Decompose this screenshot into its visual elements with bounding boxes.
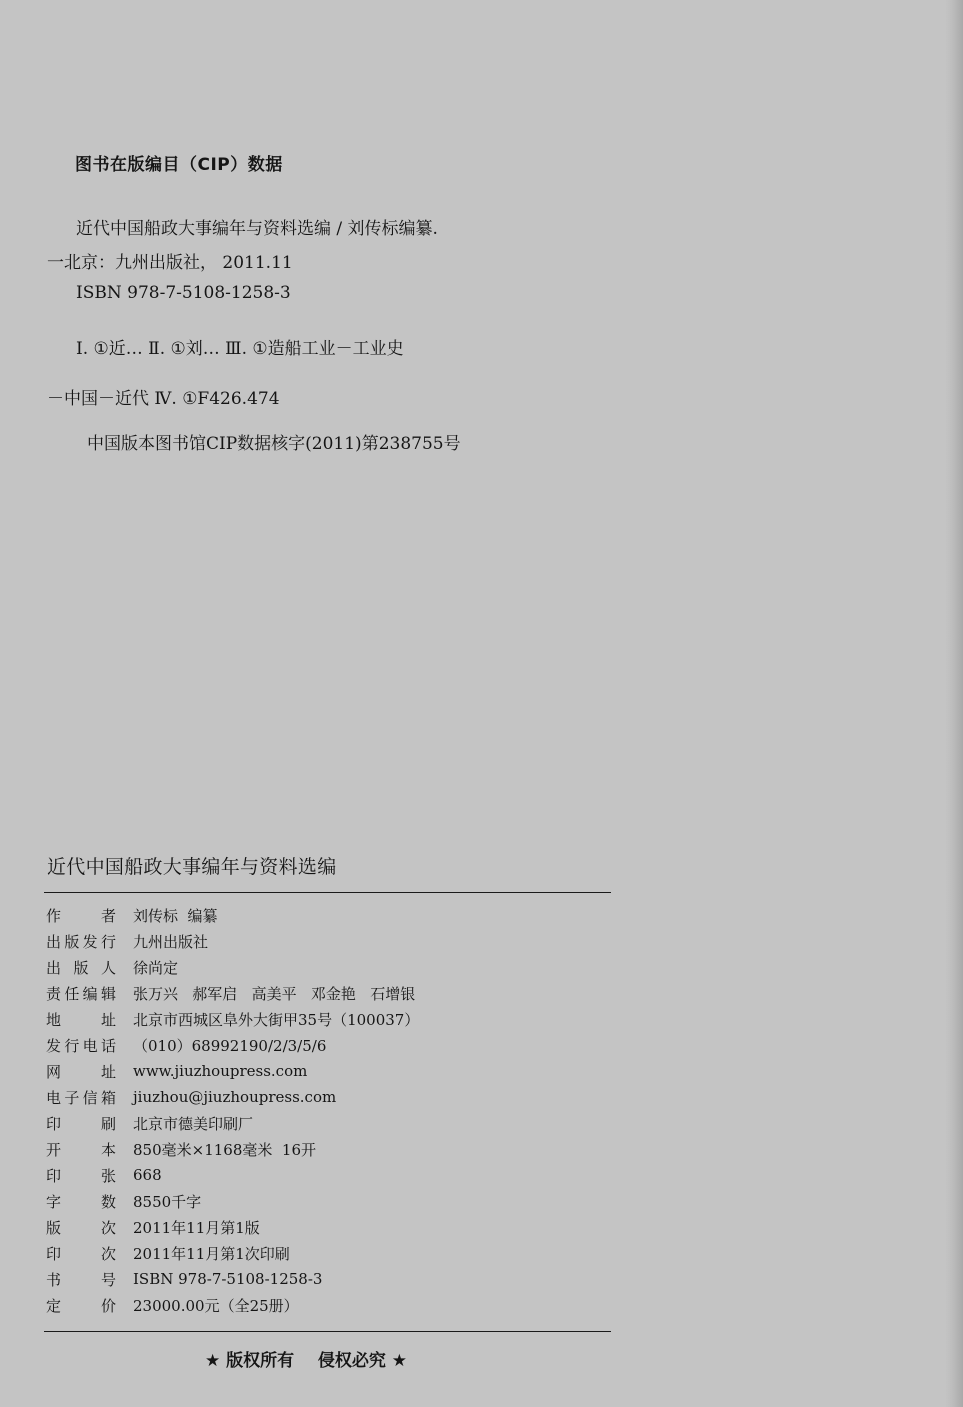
- info-row: [46, 1032, 606, 1058]
- info-label-char: 任: [64, 984, 80, 1003]
- info-value: 2011年11月第1版: [133, 1218, 260, 1237]
- info-value: 北京市德美印刷厂: [133, 1114, 254, 1133]
- info-label-char: 地: [46, 1010, 62, 1029]
- page-edge-shadow: [945, 0, 963, 1407]
- cip-line-subjects: Ⅰ. ①近… Ⅱ. ①刘… Ⅲ. ①造船工业－工业史: [76, 339, 404, 359]
- info-value: 九州出版社: [133, 932, 209, 951]
- info-label-char: 者: [100, 906, 116, 925]
- info-label-char: 印: [46, 1114, 62, 1133]
- info-label: [46, 1035, 116, 1056]
- info-label: [46, 957, 116, 978]
- info-label-char: 编: [82, 984, 98, 1003]
- info-label: [46, 1243, 116, 1264]
- info-label-char: 发: [46, 1036, 62, 1055]
- info-row: [46, 1058, 606, 1084]
- info-label-char: 出: [46, 958, 62, 977]
- info-row: [46, 1110, 606, 1136]
- info-label: [46, 1139, 116, 1160]
- info-row: [46, 1162, 606, 1188]
- info-value: 刘传标 编纂: [133, 906, 218, 925]
- cip-line-classification: －中国－近代 Ⅳ. ①F426.474: [47, 389, 280, 409]
- info-label-char: 刷: [100, 1114, 116, 1133]
- info-label-char: 子: [64, 1088, 80, 1107]
- info-row: [46, 1266, 606, 1292]
- info-row: [46, 980, 606, 1006]
- info-label: [46, 1061, 116, 1082]
- info-row: [46, 902, 606, 928]
- info-label-char: 址: [100, 1062, 116, 1081]
- info-label-char: 出: [46, 932, 62, 951]
- info-row: [46, 1292, 606, 1318]
- book-title: 近代中国船政大事编年与资料选编: [47, 856, 337, 878]
- info-value: 850毫米×1168毫米 16开: [133, 1140, 316, 1159]
- info-row: [46, 1214, 606, 1240]
- info-label-char: 电: [82, 1036, 98, 1055]
- info-label: [46, 1009, 116, 1030]
- info-label-char: 信: [82, 1088, 98, 1107]
- info-row: [46, 1136, 606, 1162]
- info-label: [46, 905, 116, 926]
- cip-line-title: 近代中国船政大事编年与资料选编 / 刘传标编纂.: [76, 219, 438, 239]
- info-label-char: 号: [100, 1270, 116, 1289]
- info-label-char: 辑: [100, 984, 116, 1003]
- info-value: 668: [133, 1166, 162, 1184]
- info-label: [46, 1217, 116, 1238]
- info-value: 张万兴 郝军启 高美平 邓金艳 石增银: [133, 984, 416, 1003]
- info-value: 北京市西城区阜外大街甲35号（100037）: [133, 1010, 420, 1029]
- info-label-char: 话: [100, 1036, 116, 1055]
- info-label-char: 址: [100, 1010, 116, 1029]
- cip-line-record-number: 中国版本图书馆CIP数据核字(2011)第238755号: [87, 434, 461, 454]
- info-label-char: 电: [46, 1088, 62, 1107]
- divider-bottom: [44, 1331, 611, 1332]
- info-label-char: 版: [73, 958, 89, 977]
- divider-top: [44, 892, 611, 893]
- info-label: [46, 1113, 116, 1134]
- info-label-char: 行: [100, 932, 116, 951]
- info-value: 8550千字: [133, 1192, 202, 1211]
- info-label-char: 本: [100, 1140, 116, 1159]
- cip-line-isbn: ISBN 978-7-5108-1258-3: [76, 283, 291, 303]
- info-label-char: 定: [46, 1296, 62, 1315]
- info-label-char: 箱: [100, 1088, 116, 1107]
- info-row: [46, 954, 606, 980]
- info-label: [46, 983, 116, 1004]
- info-label-char: 网: [46, 1062, 62, 1081]
- info-label: [46, 1165, 116, 1186]
- info-label-char: 印: [46, 1166, 62, 1185]
- info-label: [46, 1269, 116, 1290]
- info-label-char: 次: [100, 1218, 116, 1237]
- copyright-notice: ★ 版权所有 侵权必究 ★: [205, 1351, 407, 1371]
- info-value: 23000.00元（全25册）: [133, 1296, 299, 1315]
- info-label-char: 作: [46, 906, 62, 925]
- info-label: [46, 1087, 116, 1108]
- info-value: 2011年11月第1次印刷: [133, 1244, 290, 1263]
- info-label-char: 书: [46, 1270, 62, 1289]
- info-label: [46, 1295, 116, 1316]
- info-label-char: 人: [100, 958, 116, 977]
- info-row: [46, 1084, 606, 1110]
- info-row: [46, 1006, 606, 1032]
- publication-info-table: [46, 902, 606, 1318]
- info-value: ISBN 978-7-5108-1258-3: [133, 1270, 323, 1288]
- info-label-char: 字: [46, 1192, 62, 1211]
- info-label-char: 数: [100, 1192, 116, 1211]
- info-label-char: 次: [100, 1244, 116, 1263]
- info-row: [46, 928, 606, 954]
- info-label-char: 开: [46, 1140, 62, 1159]
- info-row: [46, 1188, 606, 1214]
- cip-heading: 图书在版编目（CIP）数据: [75, 155, 283, 175]
- info-value: （010）68992190/2/3/5/6: [133, 1036, 327, 1055]
- info-label-char: 印: [46, 1244, 62, 1263]
- info-label: [46, 931, 116, 952]
- cip-line-publisher: 一北京：九州出版社， 2011.11: [47, 253, 293, 273]
- info-label-char: 价: [100, 1296, 116, 1315]
- info-value: www.jiuzhoupress.com: [133, 1062, 308, 1080]
- info-label: [46, 1191, 116, 1212]
- info-row: [46, 1240, 606, 1266]
- info-label-char: 张: [100, 1166, 116, 1185]
- info-label-char: 责: [46, 984, 62, 1003]
- info-label-char: 版: [64, 932, 80, 951]
- info-label-char: 行: [64, 1036, 80, 1055]
- info-value: jiuzhou@jiuzhoupress.com: [133, 1088, 337, 1106]
- info-label-char: 发: [82, 932, 98, 951]
- info-label-char: 版: [46, 1218, 62, 1237]
- info-value: 徐尚定: [133, 958, 179, 977]
